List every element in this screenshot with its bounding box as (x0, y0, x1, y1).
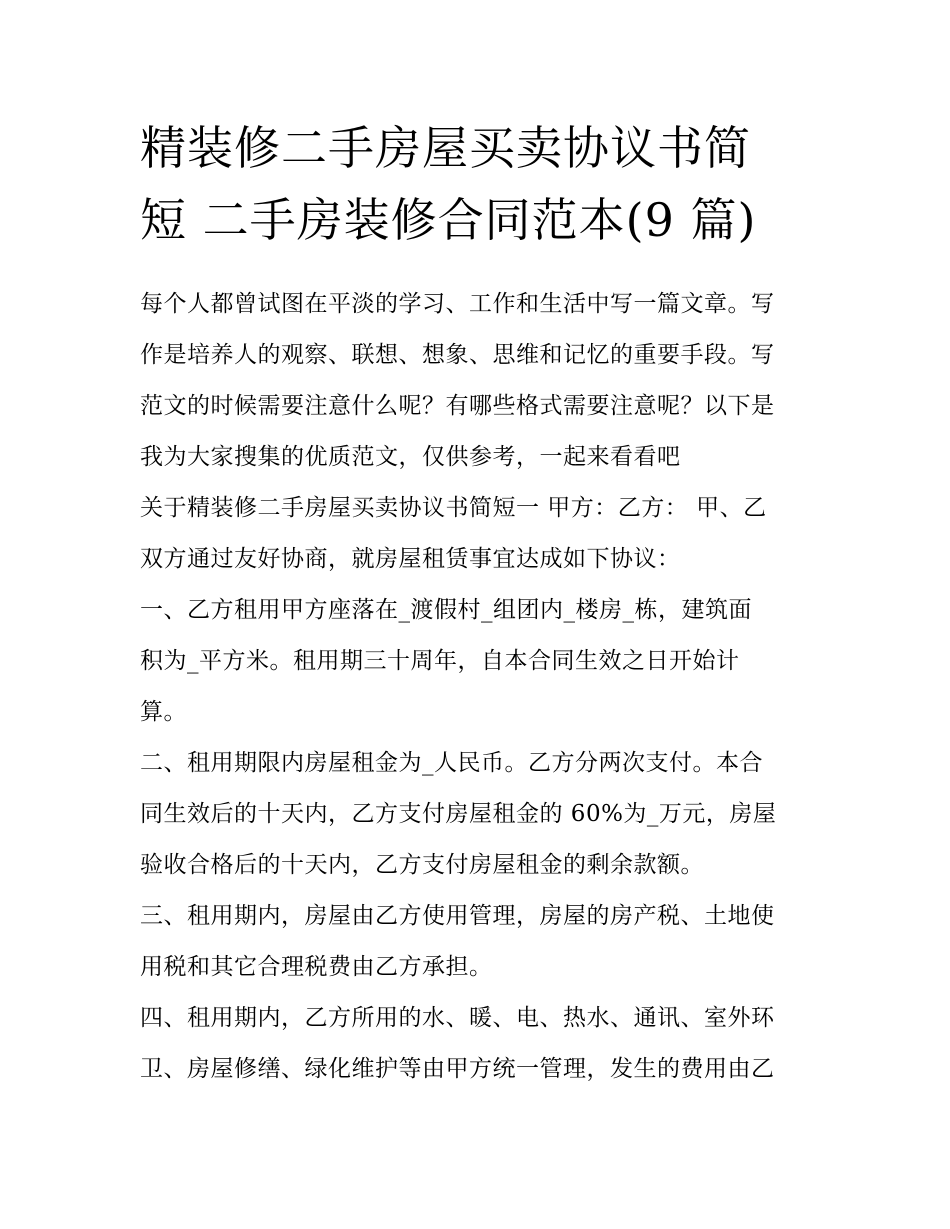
clause-3-paragraph (140, 891, 820, 993)
text-line: 作是培养人的观察、联想、想象、思维和记忆的重要手段。写 (140, 342, 775, 368)
text-line: 用税和其它合理税费由乙方承担。 (140, 954, 493, 980)
text-line: 范文的时候需要注意什么呢？有哪些格式需要注意呢？以下是 (140, 393, 775, 419)
clause-1-paragraph (140, 585, 820, 738)
text-line: 二、租用期限内房屋租金为_人民币。乙方分两次支付。本合 (140, 750, 763, 776)
text-line: 双方通过友好协商，就房屋租赁事宜达成如下协议： (140, 546, 681, 572)
clause-4-paragraph (140, 993, 820, 1095)
text-line: 三、租用期内，房屋由乙方使用管理，房屋的房产税、土地使 (140, 903, 775, 929)
text-line: 验收合格后的十天内，乙方支付房屋租金的剩余款额。 (140, 852, 704, 878)
text-line: 关于精装修二手房屋买卖协议书简短一 甲方：乙方： 甲、乙 (140, 495, 767, 521)
text-line: 四、租用期内，乙方所用的水、暖、电、热水、通讯、室外环 (140, 1005, 775, 1031)
document-body (140, 279, 820, 1095)
text-line: 卫、房屋修缮、绿化维护等由甲方统一管理，发生的费用由乙 (140, 1056, 775, 1082)
title-line: 短 二手房装修合同范本(9 篇) (140, 193, 757, 247)
clause-2-paragraph (140, 738, 820, 891)
text-line: 每个人都曾试图在平淡的学习、工作和生活中写一篇文章。写 (140, 291, 775, 317)
text-line: 我为大家搜集的优质范文，仅供参考，一起来看看吧 (140, 444, 681, 470)
document-title (140, 112, 820, 256)
text-line: 一、乙方租用甲方座落在_渡假村_组团内_楼房_栋，建筑面 (140, 597, 752, 623)
title-line: 精装修二手房屋买卖协议书简 (140, 121, 751, 175)
text-line: 同生效后的十天内，乙方支付房屋租金的 60%为_万元，房屋 (140, 801, 777, 827)
intro-paragraph (140, 279, 820, 483)
agreement-parties-paragraph (140, 483, 820, 585)
text-line: 积为_平方米。租用期三十周年，自本合同生效之日开始计 (140, 648, 740, 674)
text-line: 算。 (140, 699, 187, 725)
